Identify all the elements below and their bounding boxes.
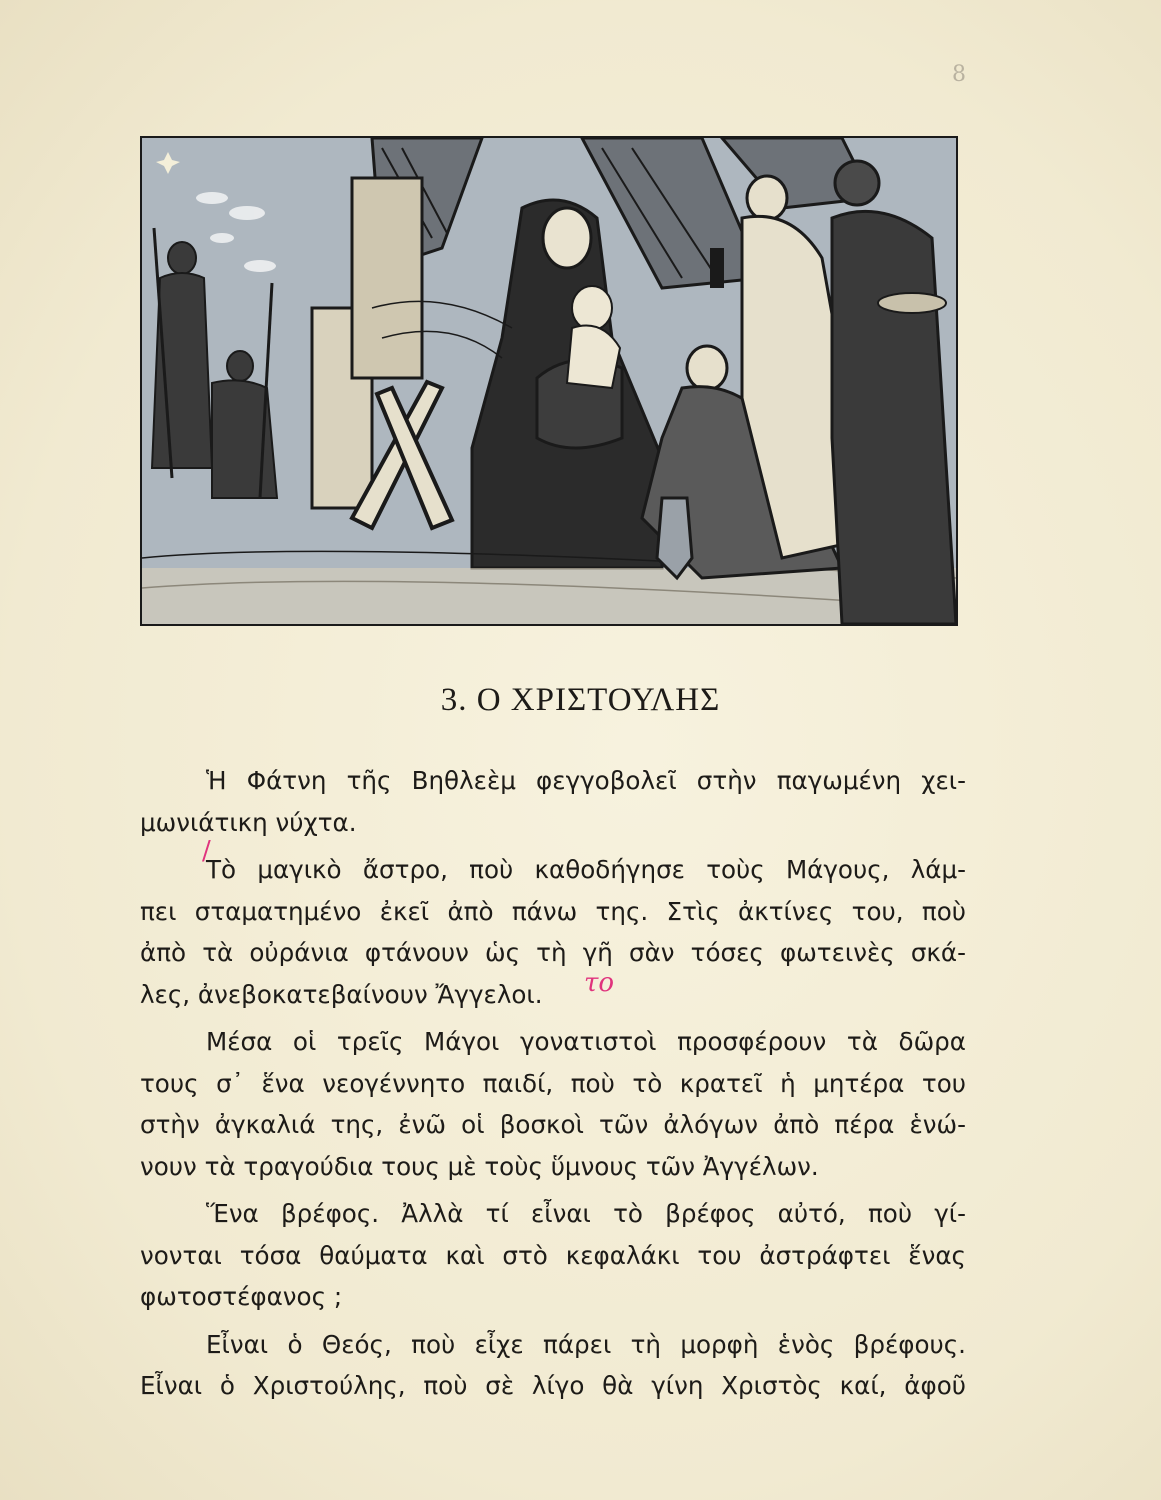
text-line: μωνιάτικη νύχτα. <box>140 807 357 837</box>
nativity-engraving <box>142 138 956 624</box>
text-line: Τὸ μαγικὸ ἄστρο, ποὺ καθοδήγησε τοὺς Μάγους, λάμ- <box>206 855 966 884</box>
chapter-body <box>140 760 966 1413</box>
paragraph-3 <box>140 1021 966 1187</box>
text-line: πει σταματημένο ἐκεῖ ἀπὸ πάνω της. Στὶς ἀκτίνες του, ποὺ <box>140 896 966 926</box>
text-line: Εἶναι ὁ Χριστούλης, ποὺ σὲ λίγο θὰ γίνη Χριστὸς καί, ἀφοῦ <box>140 1371 966 1400</box>
text-line: νονται τόσα θαύματα καὶ στὸ κεφαλάκι του ἀστράφτει ἕνας <box>140 1240 966 1270</box>
paragraph-2 <box>140 849 966 1015</box>
text-line: στὴν ἀγκαλιά της, ἐνῶ οἱ βοσκοὶ τῶν ἀλόγων ἀπὸ πέρα ἑνώ- <box>140 1110 966 1139</box>
text-line: νουν τὰ τραγούδια τους μὲ τοὺς ὕμνους τῶν Ἀγγέλων. <box>140 1151 819 1181</box>
paragraph-1 <box>140 760 966 843</box>
chapter-title: 3. Ο ΧΡΙΣΤΟΥΛΗΣ <box>440 682 721 718</box>
text-line: τους σ᾽ ἕνα νεογέννητο παιδί, ποὺ τὸ κρατεῖ ἡ μητέρα του <box>140 1068 966 1098</box>
paragraph-4 <box>140 1193 966 1318</box>
pink-tick-mark: / <box>202 836 211 866</box>
text-line: ἀπὸ τὰ οὐράνια φτάνουν ὡς τὴ γῆ σὰν τόσες φωτεινὲς σκά- <box>140 938 966 967</box>
page-number: 8 <box>952 62 966 87</box>
text-line: Ἕνα βρέφος. Ἀλλὰ τί εἶναι τὸ βρέφος αὐτό, ποὺ γί- <box>206 1199 966 1228</box>
text-line: φωτοστέφανος ; <box>140 1282 343 1311</box>
paragraph-5 <box>140 1324 966 1407</box>
text-line: Εἶναι ὁ Θεός, ποὺ εἶχε πάρει τὴ μορφὴ ἑνὸς βρέφους. <box>206 1329 966 1359</box>
nativity-illustration <box>140 136 958 626</box>
text-line: λες, ἀνεβοκατεβαίνουν Ἄγγελοι. <box>140 979 543 1009</box>
handwritten-annotation: το <box>584 968 615 998</box>
text-line: Ἡ Φάτνη τῆς Βηθλεὲμ φεγγοβολεῖ στὴν παγωμένη χει- <box>206 766 966 795</box>
text-line: Μέσα οἱ τρεῖς Μάγοι γονατιστοὶ προσφέρουν τὰ δῶρα <box>206 1027 966 1056</box>
